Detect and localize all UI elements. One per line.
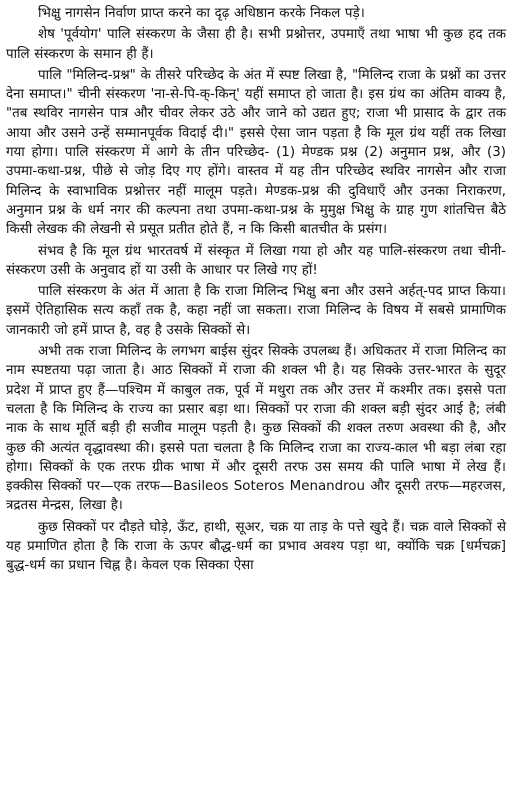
paragraph-7: कुछ सिक्कों पर दौड़ते घोड़े, ऊँट, हाथी, सूअर, चक्र या ताड़ के पत्ते खुदे हैं। चक्र वाले सिक्कों से यह प्रमाणित होता है कि राजा के ऊपर बौद्ध-धर्म का प्रभाव अवश्य पड़ा था, क्योंकि चक्र [धर्मचक्र] बुद्ध-धर्म का प्रधान चिह्न है। केवल एक सिक्का ऐसा: [6, 519, 506, 574]
paragraph-5: पालि संस्करण के अंत में आता है कि राजा मिलिन्द भिक्षु बना और उसने अर्हत्-पद प्राप्त किया। इसमें ऐतिहासिक सत्य कहाँ तक है, कहा नहीं जा सकता। राजा मिलिन्द के विषय में सबसे प्रामाणिक जानकारी जो हमें प्राप्त है, वह है उसके सिक्कों से।: [6, 284, 506, 338]
paragraph-1: भिक्षु नागसेन निर्वाण प्राप्त करने का दृढ़ अधिष्ठान करके निकल पड़े।: [38, 6, 365, 21]
paragraph-4: संभव है कि मूल ग्रंथ भारतवर्ष में संस्कृत में लिखा गया हो और यह पालि-संस्करण तथा चीनी-संस्करण उसी के अनुवाद हों या उसी के आधार पर लिखे गए हों!: [6, 243, 506, 278]
paragraph-6: अभी तक राजा मिलिन्द के लगभग बाईस सुंदर सिक्के उपलब्ध हैं। अधिकतर में राजा मिलिन्द का नाम स्पष्टतया पढ़ा जाता है। आठ सिक्कों में राजा की शक्ल भी है। यह सिक्के उत्तर-भारत के सुदूर प्रदेश में प्राप्त हुए हैं—पश्चिम में काबुल तक, पूर्व में मथुरा तक और उत्तर में कश्मीर तक। इससे पता चलता है कि मिलिन्द के राज्य का प्रसार बड़ा था। सिक्कों पर राजा की शक्ल बड़ी सुंदर आई है; लंबी नाक के साथ मूर्ति बड़ी ही सजीव मालूम पड़ती है। कुछ सिक्कों की शक्ल तरुण अवस्था की है, और कुछ की अत्यंत वृद्धावस्था की। इससे पता चलता है कि मिलिन्द राजा का राज्य-काल भी बड़ा लंबा रहा होगा। सिक्कों के एक तरफ ग्रीक भाषा में और दूसरी तरफ उस समय की पालि भाषा में लेख हैं। इक्कीस सिक्कों पर—एक तरफ—Basileos Soteros Menandrou और दूसरी तरफ—महरजस, त्रद्रतस मेन्द्रस, लिखा है।: [6, 344, 506, 514]
document-page: [6, 4, 506, 796]
paragraph-2: शेष 'पूर्वयोग' पालि संस्करण के जैसा ही है। सभी प्रश्नोत्तर, उपमाएँ तथा भाषा भी कुछ हद तक पालि संस्करण के समान ही हैं।: [6, 27, 506, 62]
paragraph-3: पालि "मिलिन्द-प्रश्न" के तीसरे परिच्छेद के अंत में स्पष्ट लिखा है, "मिलिन्द राजा के प्रश्नों का उत्तर देना समाप्त।" चीनी संस्करण 'ना-से-पि-क्-किन्' यहीं समाप्त हो जाता है। इस ग्रंथ का अंतिम वाक्य है, "तब स्थविर नागसेन पात्र और चीवर लेकर उठे और जाने को उद्यत हुए; राजा भी प्रासाद के द्वार तक आया और उसने उन्हें सम्मानपूर्वक विदाई दी।" इससे ऐसा जान पड़ता है कि मूल ग्रंथ यहीं तक लिखा गया होगा। पालि संस्करण में आगे के तीन परिच्छेद- (1) मेण्डक प्रश्न (2) अनुमान प्रश्न, और (3) उपमा-कथा-प्रश्न, पीछे से जोड़ दिए गए होंगे। वास्तव में यह तीन परिच्छेद स्थविर नागसेन और राजा मिलिन्द के स्वाभाविक प्रश्नोत्तर नहीं मालूम पड़ते। मेण्डक-प्रश्न की दुविधाएँ और उनका निराकरण, अनुमान प्रश्न के धर्म नगर की कल्पना तथा उपमा-कथा-प्रश्न के मुमुक्ष भिक्षु के ग्राह गुण शांतचित्त बैठे किसी लेखक की लेखनी से प्रसूत प्रतीत होते हैं, न कि किसी बातचीत के प्रसंग।: [6, 67, 506, 238]
